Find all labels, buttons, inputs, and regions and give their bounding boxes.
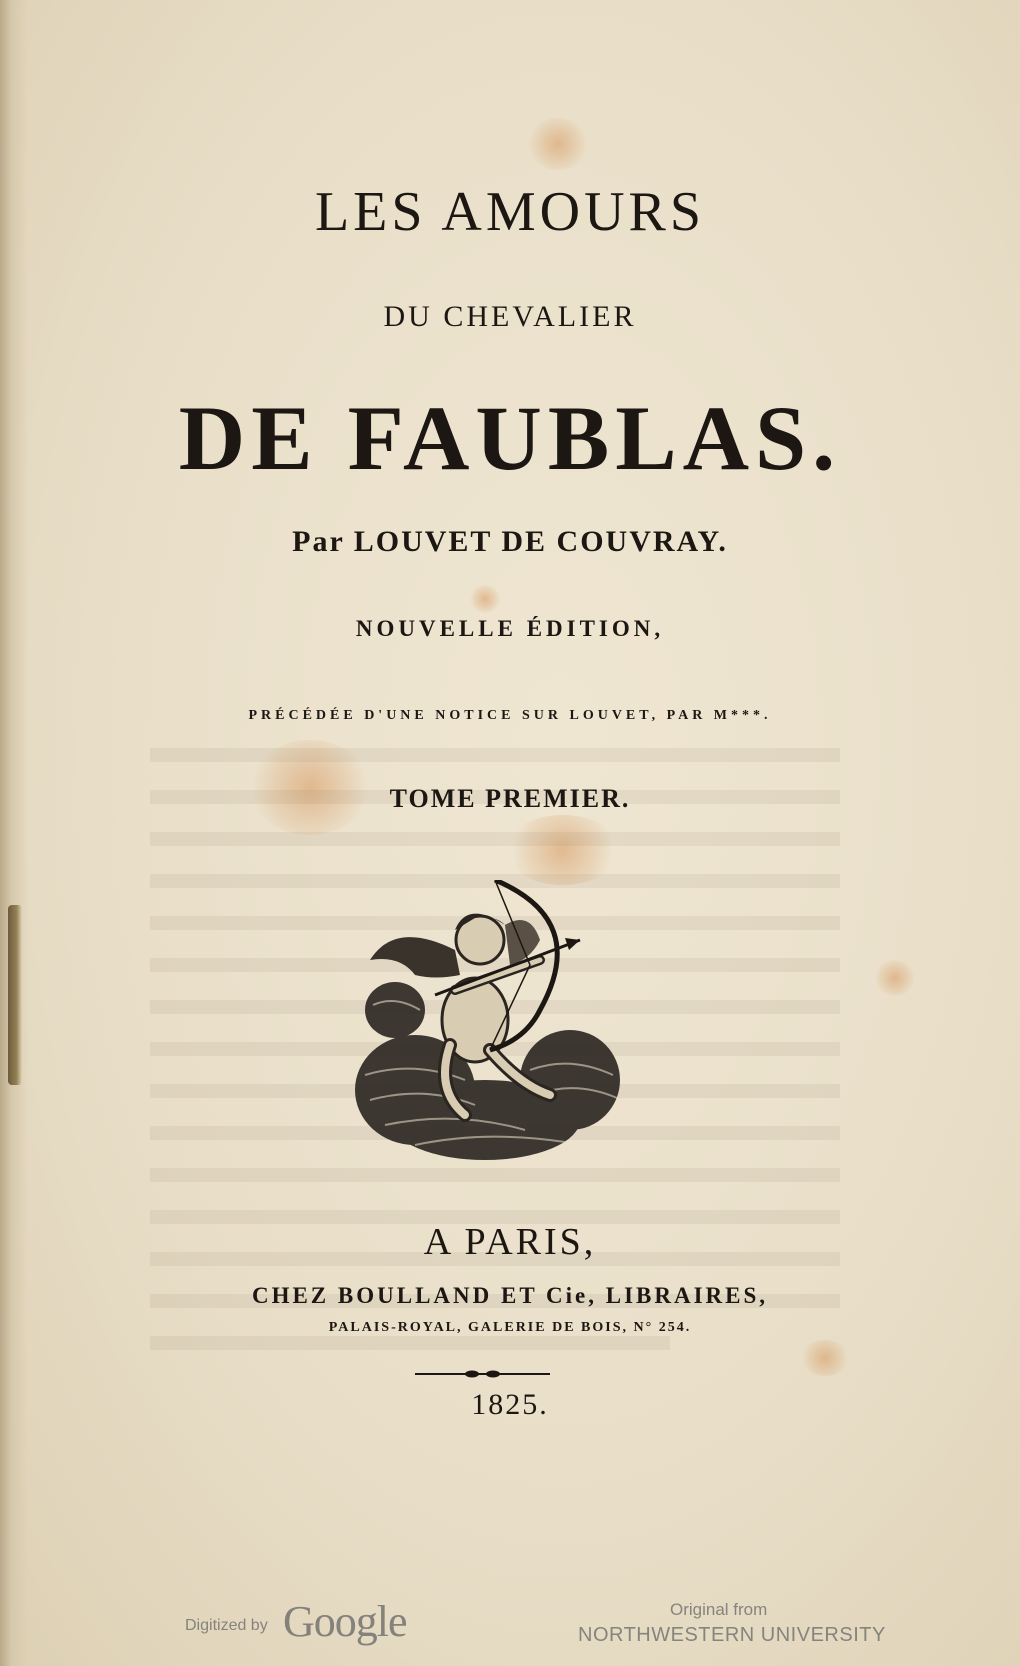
binding-thread-mark	[8, 905, 22, 1085]
author-line: Par LOUVET DE COUVRAY.	[292, 525, 728, 558]
institution-label: NORTHWESTERN UNIVERSITY	[578, 1624, 886, 1646]
volume-line: TOME PREMIER.	[389, 784, 631, 813]
title-line-3: DE FAUBLAS.	[178, 387, 842, 489]
foxing-spot	[875, 960, 915, 996]
cupid-archer-engraving-icon	[355, 880, 625, 1165]
imprint-publisher: CHEZ BOULLAND ET Cie, LIBRAIRES,	[251, 1283, 769, 1308]
digitized-by-label: Digitized by	[185, 1617, 268, 1634]
imprint-address: PALAIS-ROYAL, GALERIE DE BOIS, N° 254.	[328, 1320, 692, 1335]
original-from-label: Original from	[670, 1600, 768, 1619]
foxing-spot	[528, 118, 588, 170]
imprint-place: A PARIS,	[423, 1221, 597, 1263]
imprint-year: 1825.	[471, 1388, 549, 1421]
preface-line: PRÉCÉDÉE D'UNE NOTICE SUR LOUVET, PAR M***.	[248, 708, 772, 723]
title-line-1: LES AMOURS	[314, 181, 706, 243]
foxing-spot	[470, 585, 500, 613]
title-line-2: DU CHEVALIER	[383, 300, 637, 333]
google-logo: Google	[283, 1597, 407, 1646]
ornamental-rule	[415, 1368, 550, 1380]
edition-line: NOUVELLE ÉDITION,	[355, 616, 665, 641]
